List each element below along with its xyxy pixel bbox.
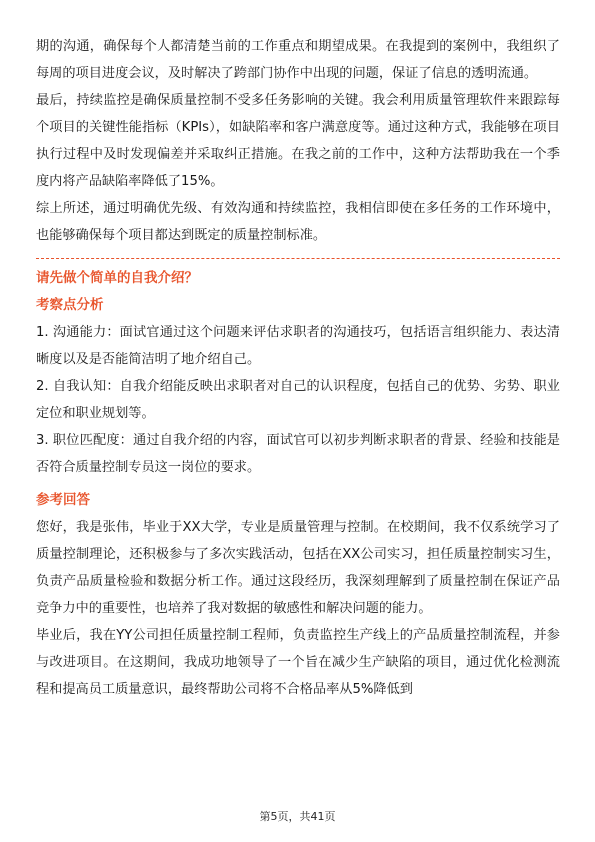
- intro-paragraph-1: 期的沟通，确保每个人都清楚当前的工作重点和期望成果。在我提到的案例中，我组织了每周的项目进度会议，及时解决了跨部门协作中出现的问题，保证了信息的透明流通。: [36, 39, 560, 81]
- answer-paragraph-2: 毕业后，我在YY公司担任质量控制工程师，负责监控生产线上的产品质量控制流程，并参与改进项目。在这期间，我成功地领导了一个旨在减少生产缺陷的项目，通过优化检测流程和提高员工质量意识，最终帮助公司将不合格品率从5%降低到: [36, 628, 560, 697]
- answer-heading: 参考回答: [36, 492, 90, 508]
- document-page: [36, 0, 560, 703]
- intro-paragraph-3: 综上所述，通过明确优先级、有效沟通和持续监控，我相信即使在多任务的工作环境中，也能够确保每个项目都达到既定的质量控制标准。: [36, 201, 560, 243]
- analysis-item-2: 2. 自我认知：自我介绍能反映出求职者对自己的认识程度，包括自己的优势、劣势、职业定位和职业规划等。: [36, 379, 560, 421]
- question-section: [36, 265, 560, 703]
- analysis-item-3: 3. 职位匹配度：通过自我介绍的内容，面试官可以初步判断求职者的背景、经验和技能是否符合质量控制专员这一岗位的要求。: [36, 433, 560, 475]
- answer-paragraph-1: 您好，我是张伟，毕业于XX大学，专业是质量管理与控制。在校期间，我不仅系统学习了质量控制理论，还积极参与了多次实践活动，包括在XX公司实习，担任质量控制实习生，负责产品质量检验和数据分析工作。通过这段经历，我深刻理解到了质量控制在保证产品竞争力中的重要性，也培养了我对数据的敏感性和解决问题的能力。: [36, 520, 560, 616]
- analysis-heading: 考察点分析: [36, 297, 104, 313]
- page-number: 第5页，共41页: [259, 810, 336, 823]
- intro-section: [36, 33, 560, 249]
- intro-paragraph-2: 最后，持续监控是确保质量控制不受多任务影响的关键。我会利用质量管理软件来跟踪每个项目的关键性能指标（KPIs），如缺陷率和客户满意度等。通过这种方式，我能够在项目执行过程中及时发现偏差并采取纠正措施。在我之前的工作中，这种方法帮助我在一个季度内将产品缺陷率降低了15%。: [36, 93, 560, 189]
- question-title: 请先做个简单的自我介绍？: [36, 270, 198, 286]
- analysis-item-1: 1. 沟通能力：面试官通过这个问题来评估求职者的沟通技巧，包括语言组织能力、表达清晰度以及是否能简洁明了地介绍自己。: [36, 325, 560, 367]
- section-divider: [36, 258, 560, 259]
